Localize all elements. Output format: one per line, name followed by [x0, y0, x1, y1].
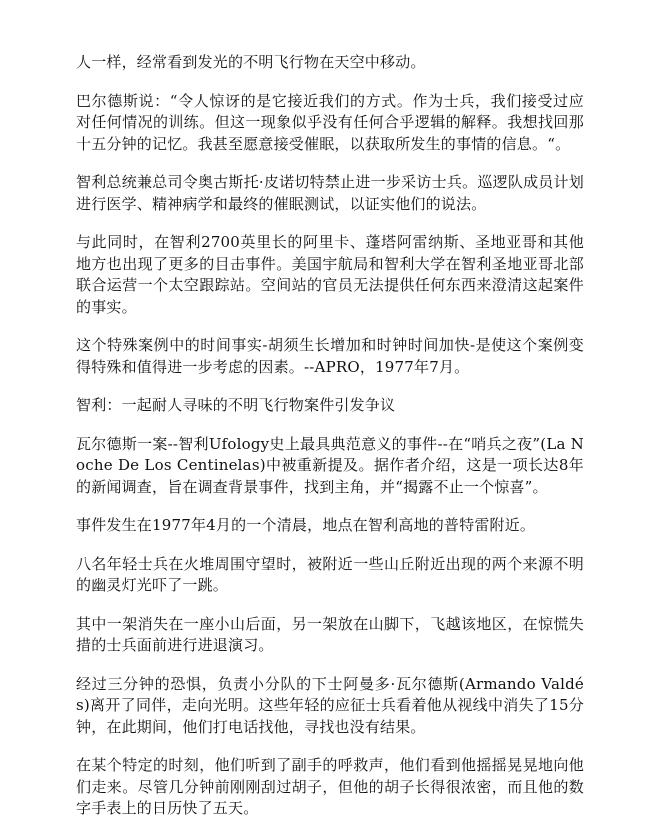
- section-heading: 智利：一起耐人寻味的不明飞行物案件引发争议: [76, 396, 396, 414]
- paragraph-9: 八名年轻士兵在火堆周围守望时，被附近一些山丘附近出现的两个来源不明的幽灵灯光吓了一跳。: [76, 554, 584, 594]
- paragraph-7: 瓦尔德斯一案--智利Ufology史上最具典范意义的事件--在“哨兵之夜”(La Noche De Los Centinelas)中被重新提及。据作者介绍，这是一项长达8年的新闻调查，旨在调查背景事件，找到主角，并“揭露不止一个惊喜”。: [76, 434, 584, 496]
- paragraph-10: 其中一架消失在一座小山后面，另一架放在山脚下，飞越该地区，在惊慌失措的士兵面前进行进退演习。: [76, 614, 584, 654]
- paragraph-2: 巴尔德斯说：“令人惊讶的是它接近我们的方式。作为士兵，我们接受过应对任何情况的训练。但这一现象似乎没有任何合乎逻辑的解释。我想找回那十五分钟的记忆。我甚至愿意接受催眠，以获取所发生的事情的信息。“。: [76, 91, 584, 153]
- paragraph-11: 经过三分钟的恐惧，负责小分队的下士阿曼多·瓦尔德斯(Armando Valdés)离开了同伴，走向光明。这些年轻的应征士兵看着他从视线中消失了15分钟，在此期间，他们打电话找他，寻找也没有结果。: [76, 674, 584, 736]
- paragraph-12: 在某个特定的时刻，他们听到了副手的呼救声，他们看到他摇摇晃晃地向他们走来。尽管几分钟前刚刚刮过胡子，但他的胡子长得很浓密，而且他的数字手表上的日历快了五天。: [76, 756, 584, 817]
- paragraph-1: 人一样，经常看到发光的不明飞行物在天空中移动。: [76, 53, 426, 71]
- paragraph-8: 事件发生在1977年4月的一个清晨，地点在智利高地的普特雷附近。: [76, 516, 536, 534]
- paragraph-4: 与此同时，在智利2700英里长的阿里卡、蓬塔阿雷纳斯、圣地亚哥和其他地方也出现了更多的目击事件。美国宇航局和智利大学在智利圣地亚哥北部联合运营一个太空跟踪站。空间站的官员无法提供任何东西来澄清这起案件的事实。: [76, 233, 584, 316]
- paragraph-3: 智利总统兼总司令奥古斯托·皮诺切特禁止进一步采访士兵。巡逻队成员计划进行医学、精神病学和最终的催眠测试，以证实他们的说法。: [76, 173, 584, 213]
- paragraph-5: 这个特殊案例中的时间事实-胡须生长增加和时钟时间加快-是使这个案例变得特殊和值得进一步考虑的因素。--APRO，1977年7月。: [76, 336, 584, 376]
